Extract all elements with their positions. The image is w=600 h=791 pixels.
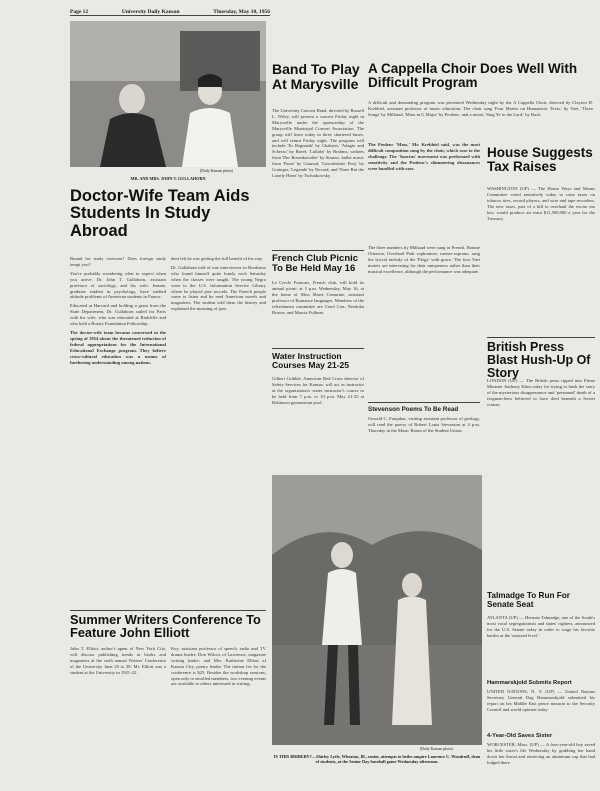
story1-col1: [70, 256, 166, 606]
story3-headline: French Club Picnic To Be Held May 16: [272, 253, 359, 274]
story6b-text: The Poulenc 'Mass,' Mr. Krehbiel said, was the most difficult composition sung by the choir, which rose to the challenge. The 'Sanctus' movement was performed with sensitivity and the Poulenc's shimmering dissonances were handled with ease.: [368, 142, 480, 171]
page-header: [70, 9, 270, 16]
story1-p3: Educated at Harvard and holding a grant from the State Department, Dr. Gullahorn sailed for Paris with his wife, who was educated at Radcliffe and who held a Rotary Foundation Fellowship.: [70, 303, 166, 327]
story9-headline: Stevenson Poems To Be Read: [368, 406, 459, 413]
photo2-credit: (Daily Kansan photo): [420, 747, 453, 751]
story1-p5: dent felt he was getting the full benefit of his stay.: [171, 256, 263, 261]
story2-text: The University Concert Band, directed by Russell L. Wiley, will present a concert Friday night in Marysville under the sponsorship of the Marysville Municipal Concert Association. The group will leave today in three chartered buses, and will return Friday night. The program will include 'Es Regnarde' by Chabrier, 'Adagio and Scherzo' by Bavel, 'Lullaby' by Brahms, waltzes from 'Der Rosenkavalier' by Strauss, ballet music from 'Faust' by Gounod, 'Lincolnshire Posy' by Grainger, 'Legende' by Nevard, and 'None But the Lonely Heart' by Tschaikowsky.: [272, 108, 364, 178]
couple-photo-image: [70, 21, 266, 167]
story1-col2: [171, 256, 266, 578]
story6-headline: A Cappella Choir Does Well With Difficult Program: [368, 61, 578, 91]
story9-text: Oswald C. Farquhar, visiting assistant professor of geology, will read the poetry of Robert Louis Stevenson at 4 p.m. Thursday in the Music Room of the Student Union.: [368, 416, 480, 433]
rule-1: [272, 250, 364, 251]
story1-p2: You're probably wondering what to expect when you arrive. Dr. John T. Gullahorn, assistant professor of sociology, and his wife, Jeanne, graduate student in psychology, have studied attitude problems of American students in France.: [70, 270, 166, 300]
story1-p6: Dr. Gullahorn told of one interviewee in Bordeaux who found himself quite lonely each Saturday when the classes were taught. The young Negro went to the U.S. Information Service Library where he played jazz records. The French people came to listen and he read American novels and magazines. The student told them the history and explained the meaning of jazz.: [171, 264, 266, 312]
story11-headline: Talmadge To Run For Senate Seat: [487, 591, 570, 609]
story6-text: A difficult and demanding program was presented Wednesday night by the A Cappella Choir, directed by Clayton H. Krehbiel, assistant professor of music education. The choir sang 'Four Motets on Humanistic Texts,' by Vaet, 'Three Songs' by Milhaud, 'Mass in G Major' by Poulenc, and a motet, 'Sing Ye to the Lord,' by Bach.: [368, 100, 593, 117]
story2-headline: Band To Play At Marysville: [272, 61, 360, 92]
story10-text: John T. Elliott, author's agent of New York City, will discuss publishing trends in books and magazines at the sixth annual Writers' Conference of the University June 25 to 28. Mr. Elliott was a student at the University in 1921-22.: [70, 646, 166, 675]
story12-headline: Hammarskjold Submits Report: [487, 680, 572, 686]
paper-name: University Daily Kansan: [121, 9, 180, 15]
story12-text: UNITED NATIONS, N. Y. (UP) — United Nations Secretary General Dag Hammarskjold submitted his report on his Middle East peace mission to the Security Council and world opinion today.: [487, 689, 595, 712]
story4-headline: Water Instruction Courses May 21-25: [272, 351, 350, 370]
story1-p4: The doctor-wife team became concerned in the spring of 1954 about the threatened reduction of federal appropriations for the International Educational Exchange program. They believe cross-cultural education was a means of furthering understanding among nations.: [70, 329, 166, 365]
story3-text: Le Cercle Francais, French club, will hold its annual picnic at 5 p.m. Wednesday, May 16, at the home of Miss Marie Crumrine, assistant professor of Romance languages. Members of the refreshment committee are Carol Carr, Needoba Brown, and Marcia Fullmer.: [272, 280, 364, 315]
story8-text: LONDON (UP) — The British press ripped into Prime Minister Anthony Eden today for trying to hush the story of the mysterious disappearance and 'presumed' death of a frogman-hero believed to have died beneath a Soviet cruiser.: [487, 378, 595, 407]
rule-2: [272, 348, 364, 349]
story7-headline: House Suggests Tax Raises: [487, 145, 593, 175]
story10-headline: Summer Writers Conference To Feature John Elliott: [70, 612, 261, 641]
story10b-text: Key, assistant professor of speech, radio and TV drama leader; Don Wilcox of Lawrence, magazine writing leader; and Mrs. Katherine Elliott of Kansas City, poetry leader. The tuition fee for the conference is $25. Besides the workshop sessions, open only to enrolled members, two evening events are available to others interested in writing.: [171, 646, 266, 687]
story8-headline: British Press Blast Hush-Up Of Story: [487, 340, 591, 381]
story6c-text: The three numbers by Milhaud were sung in French. Bonnie Otterson, Overland Park sophomore, mezzo-soprano, sang the lyrical melody of the 'Elegy' with grace. The four Vaet motets are interesting for their uniqueness rather than their musical excellence, although the performance was adequate.: [368, 245, 480, 274]
rule-5: [70, 610, 266, 611]
issue-date: Thursday, May 10, 1956: [213, 9, 270, 15]
story11-text: ATLANTA (UP) — Herman Talmadge, one of the South's most vocal segregationists and states' righters, announced for the U.S. Senate today in order to wage his favorite battles at the 'national level.': [487, 615, 595, 638]
bribery-photo: [272, 475, 482, 745]
story13-headline: 4-Year-Old Saves Sister: [487, 733, 553, 739]
bribery-photo-image: [272, 475, 482, 745]
photo2-caption: IS THIS BRIBERY?—Shirley Lytle, Wheaton, Ill., senior, attempts to bribe umpire Laurence C. Woodruff, dean of students, at the Senior Day baseball game Wednesday afternoon.: [273, 754, 481, 765]
story7-text: WASHINGTON (UP) — The House Ways and Means Committee voted tentatively today to raise taxes on tobacco tires, record players, and wire and tape recorders. The new taxes, part of a bill to overhaul the excise tax law, would produce an extra $11,500,000 a year for the Treasury.: [487, 186, 595, 221]
rule-4: [487, 337, 595, 338]
page-number: Page 12: [70, 9, 89, 15]
story4-text: Gilbert Gribble, American Red Cross director of Safety Services for Kansas, will act as instructor at the organization's water instructor's course to be held from 7 p.m. to 10 p.m. May 21-25 at Robinson gymnasium pool.: [272, 376, 364, 405]
story13-text: WORCESTER, Mass. (UP) — A four-year-old boy saved his little sister's life Wednesday by grabbing her hand down her throat and retrieving an aluminum cap that had lodged there.: [487, 742, 595, 765]
story1-headline: Doctor-Wife Team Aids Students In Study Abroad: [70, 187, 250, 240]
story1-p1: Bound for study overseas? Does foreign study tempt you?: [70, 256, 166, 267]
photo1-caption: MR. AND MRS. JOHN T. GULLAHORN: [130, 176, 206, 181]
couple-photo: [70, 21, 266, 167]
rule-3: [368, 402, 480, 403]
photo1-credit: (Daily Kansan photo): [200, 169, 233, 173]
